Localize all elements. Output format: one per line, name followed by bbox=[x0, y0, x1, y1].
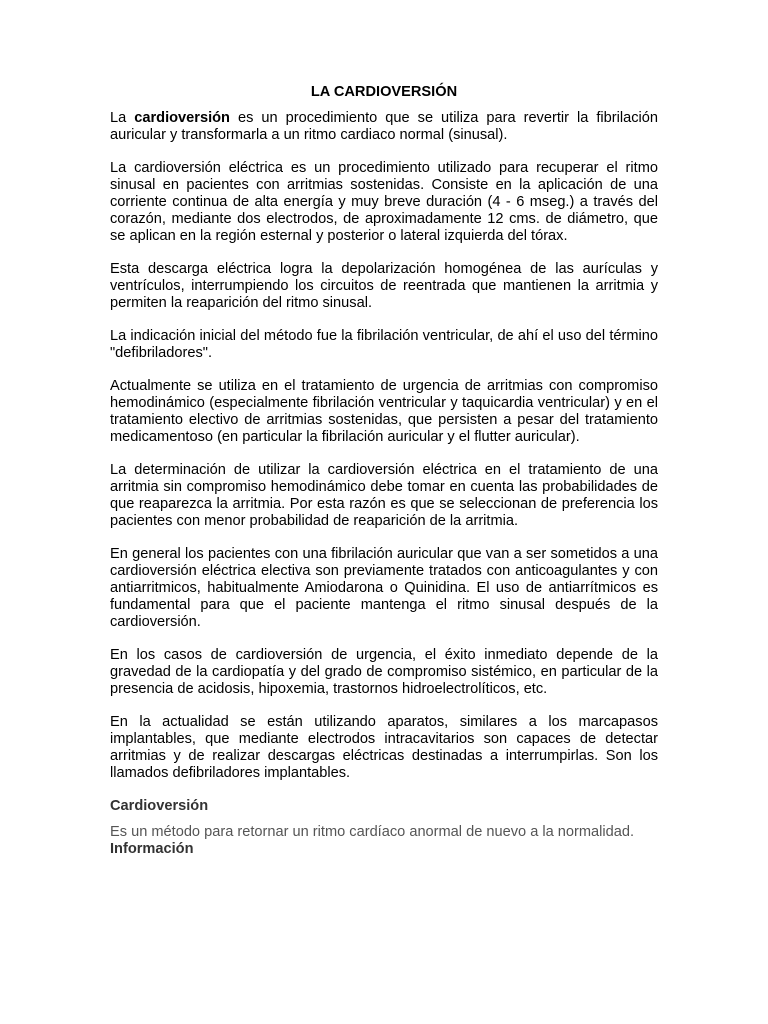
section-text: Es un método para retornar un ritmo cardíaco anormal de nuevo a la normalidad. bbox=[110, 824, 635, 840]
paragraph-6: En general los pacientes con una fibrilación auricular que van a ser sometidos a una cardioversión eléctrica electiva son previamente tratados con anticoagulantes y con antiarritmicos, habitualmente Amiodarona o Quinidina. El uso de antiarrítmicos es fundamental para que el paciente mantenga el ritmo sinusal después de la cardioversión. bbox=[110, 546, 658, 630]
document-page bbox=[110, 84, 658, 858]
intro-prefix: La bbox=[110, 110, 135, 126]
paragraph-3: La indicación inicial del método fue la fibrilación ventricular, de ahí el uso del término "defibriladores". bbox=[110, 328, 658, 361]
paragraph-5: La determinación de utilizar la cardioversión eléctrica en el tratamiento de una arritmia sin compromiso hemodinámico debe tomar en cuenta las probabilidades de que reaparezca la arritmia. Por esta razón es que se seleccionan de preferencia los pacientes con menor probabilidad de reaparición de la arritmia. bbox=[110, 462, 658, 529]
paragraph-4: Actualmente se utiliza en el tratamiento de urgencia de arritmias con compromiso hemodinámico (especialmente fibrilación ventricular y taquicardia ventricular) y en el tratamiento electivo de arritmias sostenidas, que persisten a pesar del tratamiento medicamentoso (en particular la fibrilación auricular y el flutter auricular). bbox=[110, 378, 658, 445]
section-heading-informacion: Información bbox=[110, 841, 194, 857]
paragraph-8: En la actualidad se están utilizando aparatos, similares a los marcapasos implantables, que mediante electrodos intracavitarios son capaces de detectar arritmias y de realizar descargas eléctricas destinadas a interrumpirlas. Son los llamados defibriladores implantables. bbox=[110, 714, 658, 781]
paragraph-2: Esta descarga eléctrica logra la depolarización homogénea de las aurículas y ventrículos, interrumpiendo los circuitos de reentrada que mantienen la arritmia y permiten la reaparición del ritmo sinusal. bbox=[110, 261, 658, 311]
paragraph-1: La cardioversión eléctrica es un procedimiento utilizado para recuperar el ritmo sinusal en pacientes con arritmias sostenidas. Consiste en la aplicación de una corriente continua de alta energía y muy breve duración (4 - 6 mseg.) a través del corazón, mediante dos electrodos, de aproximadamente 12 cms. de diámetro, que se aplican en la región esternal y posterior o lateral izquierda del tórax. bbox=[110, 160, 658, 244]
document-title: LA CARDIOVERSIÓN bbox=[310, 84, 458, 100]
intro-suffix: es un procedimiento que se utiliza para revertir la fibrilación auricular y transformarla a un ritmo cardiaco normal (sinusal). bbox=[110, 110, 658, 143]
intro-bold-term: cardioversión bbox=[134, 110, 230, 126]
intro-paragraph bbox=[110, 110, 658, 144]
section-heading: Cardioversión bbox=[110, 798, 209, 814]
paragraph-7: En los casos de cardioversión de urgencia, el éxito inmediato depende de la gravedad de la cardiopatía y del grado de compromiso sistémico, en particular de la presencia de acidosis, hipoxemia, trastornos hidroelectrolíticos, etc. bbox=[110, 647, 658, 697]
